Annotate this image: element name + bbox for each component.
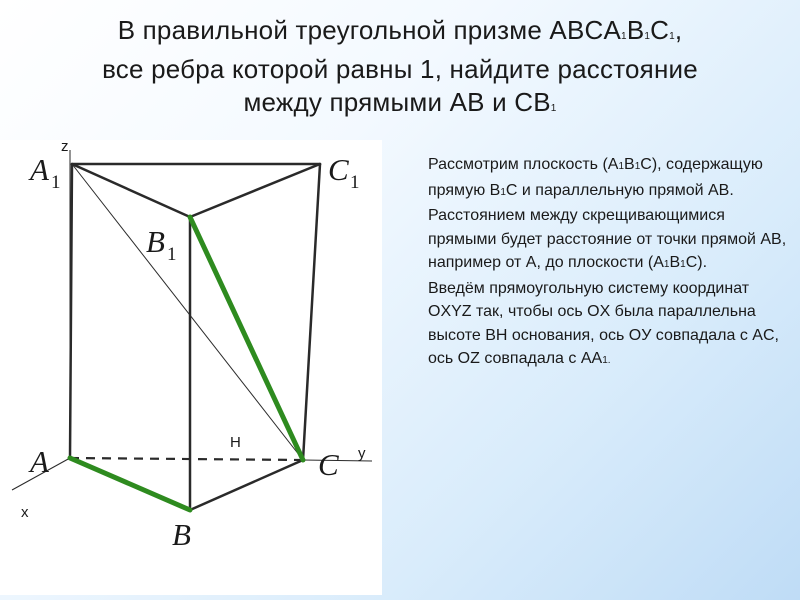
segment-b1c	[190, 217, 303, 460]
title-text: все ребра которой равны 1, найдите расстояние	[102, 54, 698, 84]
title-sub: 1	[550, 103, 557, 114]
label-a1-sub: 1	[51, 172, 61, 193]
label-axis-y: y	[358, 445, 366, 462]
label-a1: A	[30, 152, 49, 187]
label-c1: C	[328, 152, 349, 187]
label-c1-sub: 1	[350, 172, 360, 193]
label-axis-z: z	[61, 140, 69, 155]
title-sub: 1	[621, 31, 627, 42]
hidden-edge-a-c	[70, 458, 303, 460]
explanation-text	[428, 153, 788, 373]
edge-a1-b1	[72, 164, 190, 217]
prism-figure	[0, 140, 382, 595]
title-text: ,	[674, 15, 683, 45]
prism-diagram	[0, 140, 382, 595]
edge-c-c1	[303, 164, 320, 460]
slide-title	[0, 14, 800, 125]
paragraph-plane: Рассмотрим плоскость (A1B1C), содержащую прямую B1C и параллельную прямой AB. Расстоянием между скрещивающимися прямыми будет расстояние от точки прямой AB, например от A, до плоскости (A1B1C).	[428, 156, 787, 271]
title-text: В правильной треугольной призме ABCA	[117, 15, 622, 45]
label-c: C	[318, 447, 339, 482]
edge-b-c	[190, 460, 303, 510]
label-b: B	[172, 517, 191, 552]
paragraph-coordinates: Введём прямоугольную систему координат OXYZ так, чтобы ось OX была параллельна высоте BH основания, ось OУ совпадала с AC, ось OZ совпадала с AA1.	[428, 279, 779, 367]
title-text: B	[626, 15, 645, 45]
title-sub: 1	[644, 31, 651, 42]
title-sub: 1	[669, 31, 675, 42]
diagonal-a1-c	[72, 164, 303, 460]
title-text: C	[650, 15, 670, 45]
label-point-h: H	[230, 434, 241, 451]
label-axis-x: x	[21, 504, 29, 521]
segment-ab	[70, 458, 190, 510]
label-b1-sub: 1	[167, 244, 177, 265]
label-a: A	[30, 444, 49, 479]
edge-b1-c1	[190, 164, 320, 217]
title-text: между прямыми AB и CB	[243, 87, 551, 117]
label-b1: B	[146, 224, 165, 259]
